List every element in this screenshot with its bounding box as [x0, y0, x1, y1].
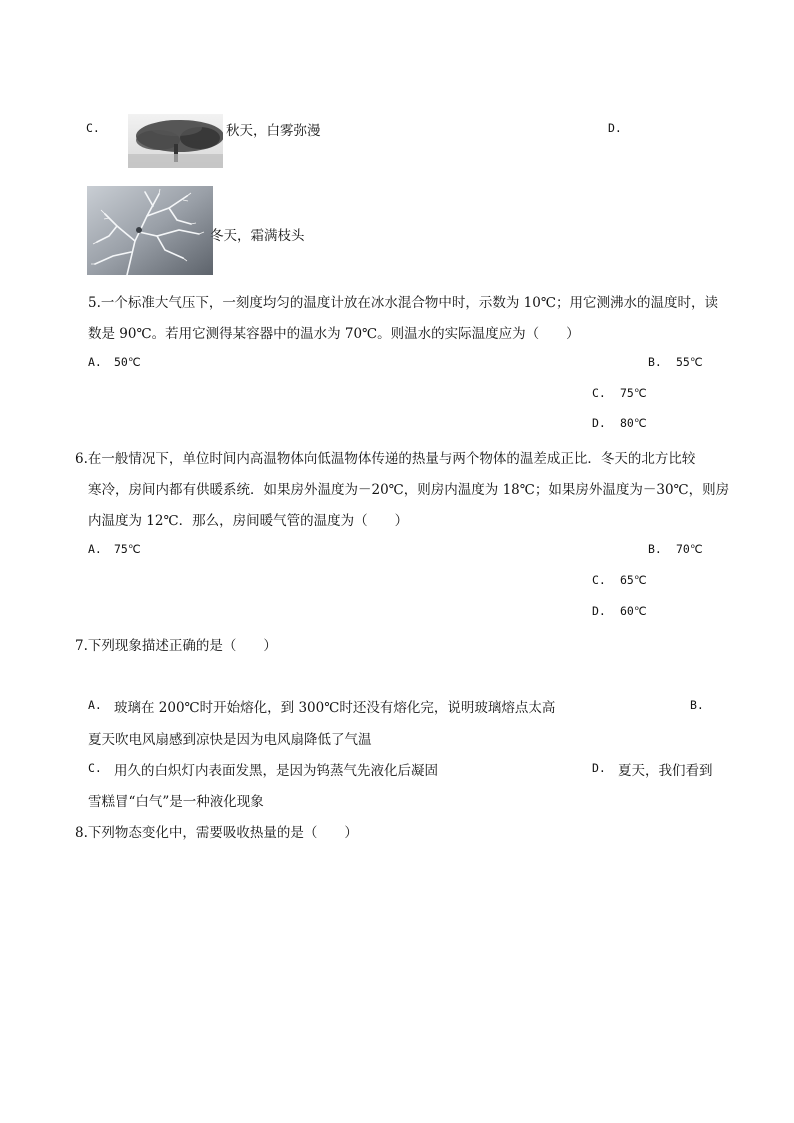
q6-option-c-text: 65℃: [620, 573, 647, 587]
q6-stem-line2: 寒冷，房间内都有供暖系统．如果房外温度为－20℃，则房内温度为 18℃；如果房外温度为－30℃，则房: [88, 482, 730, 498]
q5-option-c-label: C.: [592, 386, 606, 400]
misty-tree-image: [128, 114, 223, 168]
q6-option-d-text: 60℃: [620, 604, 647, 618]
frosted-branches-image: [87, 186, 213, 275]
q5-stem-line2: 数是 90℃。若用它测得某容器中的温水为 70℃。则温水的实际温度应为（ ）: [88, 326, 580, 342]
q4-option-d-label: D.: [608, 121, 622, 135]
q5-option-d-label: D.: [592, 416, 606, 430]
q6-option-a-label: A.: [88, 542, 102, 556]
q6-option-d-label: D.: [592, 604, 606, 618]
q7-stem: 7.下列现象描述正确的是（ ）: [75, 638, 277, 654]
q7-option-b-text: 夏天吹电风扇感到凉快是因为电风扇降低了气温: [88, 732, 372, 748]
q6-option-a-text: 75℃: [114, 542, 141, 556]
q5-option-a-text: 50℃: [114, 355, 141, 369]
q4-option-c-label: C.: [86, 121, 100, 135]
q6-option-b-label: B.: [648, 542, 662, 556]
q7-option-d-label: D.: [592, 761, 606, 775]
q5-option-b-label: B.: [648, 355, 662, 369]
q7-option-d-text-part1: 夏天，我们看到: [618, 763, 713, 779]
q5-option-a-label: A.: [88, 355, 102, 369]
q4-option-c-text: 秋天，白雾弥漫: [226, 123, 321, 139]
q5-option-d-text: 80℃: [620, 416, 647, 430]
q7-option-c-text: 用久的白炽灯内表面发黑，是因为钨蒸气先液化后凝固: [114, 763, 438, 779]
q5-option-c-text: 75℃: [620, 386, 647, 400]
q6-stem-line1: 6.在一般情况下，单位时间内高温物体向低温物体传递的热量与两个物体的温差成正比．冬天的北方比较: [75, 451, 696, 467]
q7-option-b-label: B.: [690, 698, 704, 712]
q7-option-a-text: 玻璃在 200℃时开始熔化，到 300℃时还没有熔化完，说明玻璃熔点太高: [114, 700, 556, 716]
q5-option-b-text: 55℃: [676, 355, 703, 369]
q7-option-d-text-part2: 雪糕冒“白气”是一种液化现象: [88, 794, 264, 810]
q5-stem-line1: 5.一个标准大气压下，一刻度均匀的温度计放在冰水混合物中时，示数为 10℃；用它测沸水的温度时，读: [88, 295, 718, 311]
q4-option-d-text: 冬天，霜满枝头: [210, 228, 305, 244]
q8-stem: 8.下列物态变化中，需要吸收热量的是（ ）: [75, 825, 358, 841]
q6-stem-line3: 内温度为 12℃．那么，房间暖气管的温度为（ ）: [88, 513, 409, 529]
q7-option-a-label: A.: [88, 698, 102, 712]
q7-option-c-label: C.: [88, 761, 102, 775]
q6-option-b-text: 70℃: [676, 542, 703, 556]
q6-option-c-label: C.: [592, 573, 606, 587]
